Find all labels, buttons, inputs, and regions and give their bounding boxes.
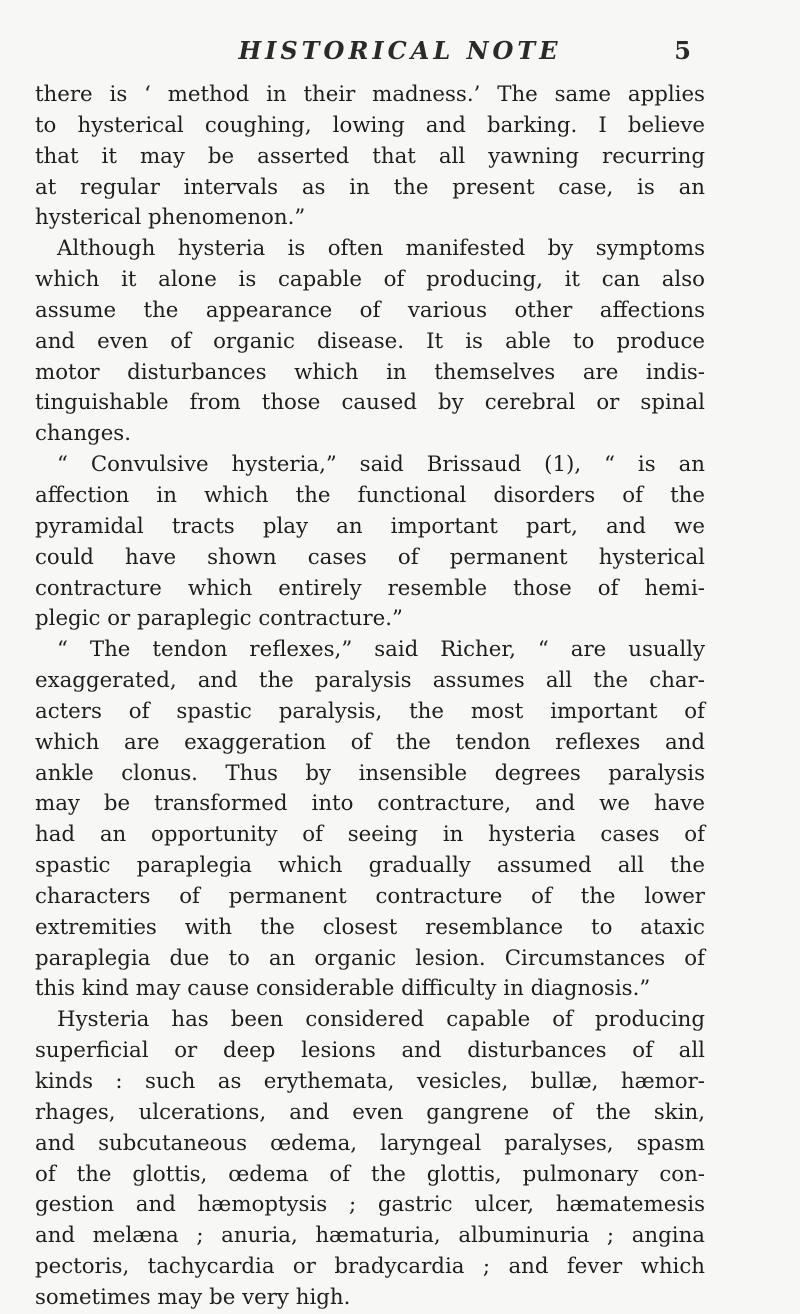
text-line: “ The tendon reflexes,” said Richer, “ are usually <box>57 637 705 663</box>
text-line: tinguishable from those caused by cerebral or spinal <box>35 390 705 416</box>
text-line: rhages, ulcerations, and even gangrene of the skin, <box>35 1099 705 1125</box>
text-line: that it may be asserted that all yawning recurring <box>35 143 705 169</box>
text-line: Hysteria has been considered capable of producing <box>57 1007 705 1033</box>
text-line: of the glottis, œdema of the glottis, pulmonary con- <box>35 1161 705 1187</box>
text-line: exaggerated, and the paralysis assumes all the char- <box>35 668 705 694</box>
text-line: plegic or paraplegic contracture.” <box>35 606 403 632</box>
text-line: could have shown cases of permanent hysterical <box>35 544 705 570</box>
text-line: Although hysteria is often manifested by symptoms <box>57 236 705 262</box>
text-line: and even of organic disease. It is able to produce <box>35 328 705 354</box>
text-line: ankle clonus. Thus by insensible degrees paralysis <box>35 760 705 786</box>
text-line: acters of spastic paralysis, the most important of <box>35 698 705 724</box>
body-text <box>35 80 705 1314</box>
page-number: 5 <box>674 36 691 65</box>
text-line: to hysterical coughing, lowing and barking. I believe <box>35 112 705 138</box>
text-line: superficial or deep lesions and disturbances of all <box>35 1038 705 1064</box>
text-line: this kind may cause considerable difficulty in diagnosis.” <box>35 976 651 1002</box>
text-line: which are exaggeration of the tendon reflexes and <box>35 729 705 755</box>
page-header <box>0 36 800 76</box>
text-line: spastic paraplegia which gradually assumed all the <box>35 853 705 879</box>
text-line: pectoris, tachycardia or bradycardia ; and fever which <box>35 1254 705 1280</box>
text-line: gestion and hæmoptysis ; gastric ulcer, hæmatemesis <box>35 1192 705 1218</box>
text-line: there is ‘ method in their madness.’ The same applies <box>35 82 705 107</box>
text-line: kinds : such as erythemata, vesicles, bullæ, hæmor- <box>35 1069 705 1094</box>
text-line: sometimes may be very high. <box>35 1284 351 1310</box>
text-line: “ Convulsive hysteria,” said Brissaud (1), “ is an <box>57 452 705 478</box>
text-line: and subcutaneous œdema, laryngeal paralyses, spasm <box>35 1130 705 1156</box>
text-line: assume the appearance of various other affections <box>35 297 705 323</box>
text-line: pyramidal tracts play an important part, and we <box>35 513 705 539</box>
text-line: may be transformed into contracture, and we have <box>35 791 705 817</box>
text-line: had an opportunity of seeing in hysteria cases of <box>35 822 705 848</box>
text-line: motor disturbances which in themselves are indis- <box>35 359 705 385</box>
running-title: HISTORICAL NOTE <box>238 36 562 65</box>
text-line: at regular intervals as in the present case, is an <box>35 174 705 200</box>
text-line: affection in which the functional disorders of the <box>35 482 705 508</box>
text-line: hysterical phenomenon.” <box>35 205 306 231</box>
text-line: extremities with the closest resemblance to ataxic <box>35 914 705 940</box>
text-line: contracture which entirely resemble those of hemi- <box>35 575 705 601</box>
text-line: changes. <box>35 421 131 447</box>
text-line: which it alone is capable of producing, it can also <box>35 267 705 293</box>
text-line: characters of permanent contracture of the lower <box>35 883 705 909</box>
text-line: and melæna ; anuria, hæmaturia, albuminuria ; angina <box>35 1223 705 1249</box>
text-line: paraplegia due to an organic lesion. Circumstances of <box>35 945 705 971</box>
